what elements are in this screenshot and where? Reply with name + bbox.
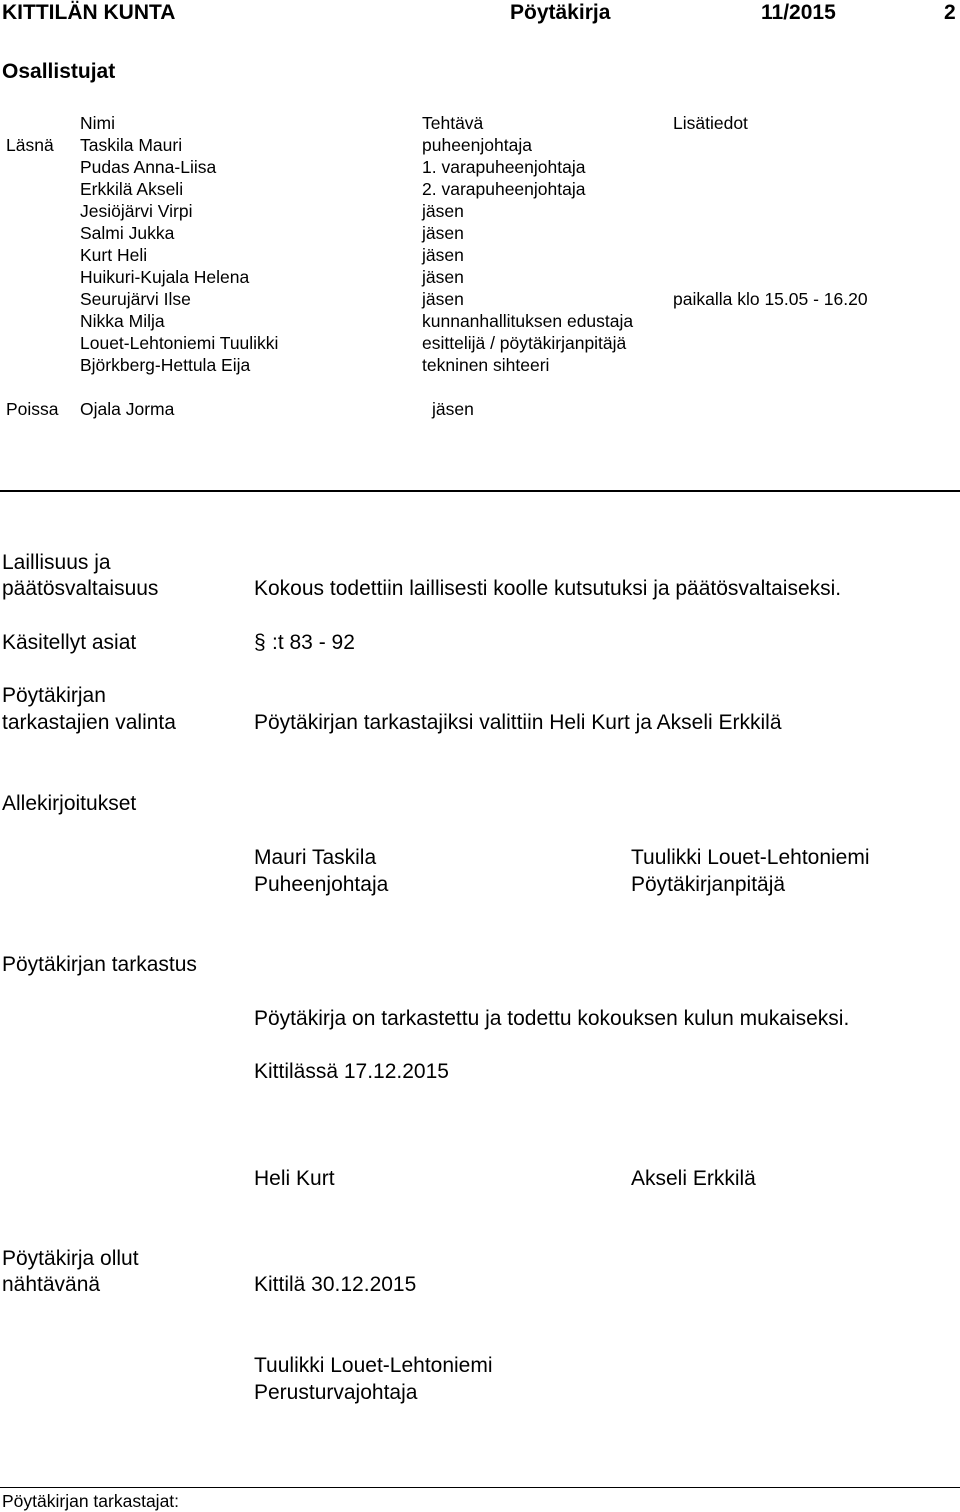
participant-notes: paikalla klo 15.05 - 16.20 bbox=[673, 289, 868, 309]
review-label: Pöytäkirjan tarkastus bbox=[2, 953, 197, 976]
legality-label-line1: Laillisuus ja bbox=[2, 551, 111, 574]
chair-title: Puheenjohtaja bbox=[254, 873, 389, 896]
review-place-date: Kittilässä 17.12.2015 bbox=[254, 1060, 449, 1083]
secretary-title: Pöytäkirjanpitäjä bbox=[631, 873, 786, 896]
absent-name: Ojala Jorma bbox=[80, 399, 175, 419]
participant-role: 1. varapuheenjohtaja bbox=[422, 157, 586, 177]
footer-inspectors-label: Pöytäkirjan tarkastajat: bbox=[2, 1491, 180, 1511]
participant-name: Erkkilä Akseli bbox=[80, 179, 184, 199]
items-label: Käsitellyt asiat bbox=[2, 631, 137, 654]
display-label-line1: Pöytäkirja ollut bbox=[2, 1247, 139, 1270]
secretary-name: Tuulikki Louet-Lehtoniemi bbox=[631, 846, 870, 869]
participant-name: Salmi Jukka bbox=[80, 223, 175, 243]
participant-role: tekninen sihteeri bbox=[422, 355, 550, 375]
legality-label-line2: päätösvaltaisuus bbox=[2, 577, 159, 600]
column-header-role: Tehtävä bbox=[422, 113, 484, 133]
participant-name: Nikka Milja bbox=[80, 311, 165, 331]
participant-name: Kurt Heli bbox=[80, 245, 148, 265]
municipality-name: KITTILÄN KUNTA bbox=[2, 1, 176, 24]
document-type: Pöytäkirja bbox=[510, 1, 611, 24]
inspectors-text: Pöytäkirjan tarkastajiksi valittiin Heli Kurt ja Akseli Erkkilä bbox=[254, 711, 782, 734]
participant-name: Jesiöjärvi Virpi bbox=[80, 201, 193, 221]
page-number: 2 bbox=[944, 1, 956, 24]
participant-name: Björkberg-Hettula Eija bbox=[80, 355, 251, 375]
legality-text: Kokous todettiin laillisesti koolle kutsutuksi ja päätösvaltaiseksi. bbox=[254, 577, 842, 600]
participant-name: Huikuri-Kujala Helena bbox=[80, 267, 250, 287]
participant-role: jäsen bbox=[422, 245, 464, 265]
absent-role: jäsen bbox=[432, 399, 474, 419]
participant-name: Pudas Anna-Liisa bbox=[80, 157, 217, 177]
display-place-date: Kittilä 30.12.2015 bbox=[254, 1273, 417, 1296]
display-signer-name: Tuulikki Louet-Lehtoniemi bbox=[254, 1354, 493, 1377]
participant-role: jäsen bbox=[422, 289, 464, 309]
document-number: 11/2015 bbox=[761, 1, 836, 24]
items-value: :t 83 - 92 bbox=[272, 631, 355, 654]
participant-role: esittelijä / pöytäkirjanpitäjä bbox=[422, 333, 627, 353]
participant-name: Taskila Mauri bbox=[80, 135, 183, 155]
column-header-name: Nimi bbox=[80, 113, 115, 133]
participant-name: Seurujärvi Ilse bbox=[80, 289, 191, 309]
present-label: Läsnä bbox=[6, 135, 54, 155]
participant-role: jäsen bbox=[422, 201, 464, 221]
reviewer-left-name: Heli Kurt bbox=[254, 1167, 335, 1190]
absent-label: Poissa bbox=[6, 399, 59, 419]
review-text: Pöytäkirja on tarkastettu ja todettu kokouksen kulun mukaiseksi. bbox=[254, 1007, 850, 1030]
footer-divider bbox=[0, 1487, 960, 1488]
participant-role: puheenjohtaja bbox=[422, 135, 532, 155]
reviewer-right-name: Akseli Erkkilä bbox=[631, 1167, 756, 1190]
participant-role: jäsen bbox=[422, 223, 464, 243]
participant-name: Louet-Lehtoniemi Tuulikki bbox=[80, 333, 279, 353]
inspectors-label-line1: Pöytäkirjan bbox=[2, 684, 106, 707]
participant-role: jäsen bbox=[422, 267, 464, 287]
chair-name: Mauri Taskila bbox=[254, 846, 377, 869]
participant-role: kunnanhallituksen edustaja bbox=[422, 311, 634, 331]
column-header-notes: Lisätiedot bbox=[673, 113, 748, 133]
section-divider bbox=[0, 490, 960, 492]
participants-title: Osallistujat bbox=[2, 60, 116, 83]
participant-role: 2. varapuheenjohtaja bbox=[422, 179, 586, 199]
signatures-label: Allekirjoitukset bbox=[2, 792, 137, 815]
inspectors-label-line2: tarkastajien valinta bbox=[2, 711, 176, 734]
display-label-line2: nähtävänä bbox=[2, 1273, 101, 1296]
display-signer-title: Perusturvajohtaja bbox=[254, 1381, 418, 1404]
section-symbol: § bbox=[254, 631, 266, 654]
